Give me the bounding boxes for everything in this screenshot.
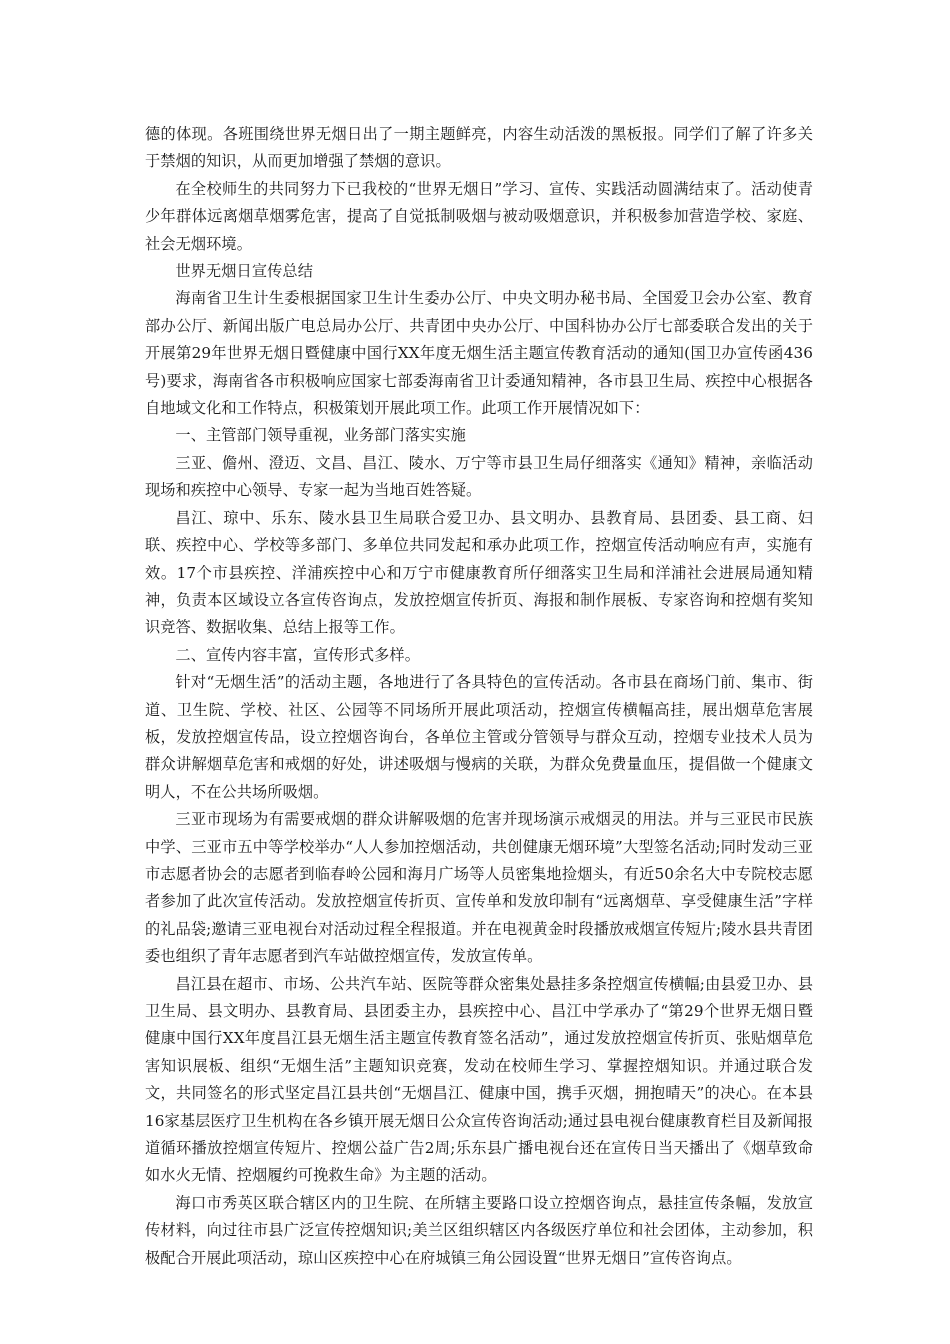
paragraph: 三亚市现场为有需要戒烟的群众讲解吸烟的危害并现场演示戒烟灵的用法。并与三亚民市民族中学、三亚市五中等学校举办“人人参加控烟活动，共创健康无烟环境”大型签名活动;同时发动三亚市志愿者协会的志愿者到临春岭公园和海月广场等人员密集地捡烟头，有近50余名大中专院校志愿者参加了此次宣传活动。发放控烟宣传折页、宣传单和发放印制有“远离烟草、享受健康生活”字样的礼品袋;邀请三亚电视台对活动过程全程报道。并在电视黄金时段播放戒烟宣传短片;陵水县共青团委也组织了青年志愿者到汽车站做控烟宣传，发放宣传单。 [145, 810, 813, 966]
section-heading: 二、宣传内容丰富，宣传形式多样。 [175, 645, 420, 664]
section-heading: 一、主管部门领导重视，业务部门落实实施 [175, 426, 466, 445]
paragraph: 针对“无烟生活”的活动主题，各地进行了各具特色的宣传活动。各市县在商场门前、集市、街道、卫生院、学校、社区、公园等不同场所开展此项活动，控烟宣传横幅高挂，展出烟草危害展板，发放控烟宣传品，设立控烟咨询台，各单位主管或分管领导与群众互动，控烟专业技术人员为群众讲解烟草危害和戒烟的好处，讲述吸烟与慢病的关联，为群众免费量血压，提倡做一个健康文明人，不在公共场所吸烟。 [145, 673, 813, 801]
document-page [145, 121, 813, 1272]
section-title: 世界无烟日宣传总结 [175, 262, 313, 281]
paragraph: 海口市秀英区联合辖区内的卫生院、在所辖主要路口设立控烟咨询点，悬挂宣传条幅，发放宣传材料，向过往市县广泛宣传控烟知识;美兰区组织辖区内各级医疗单位和社会团体，主动参加，积极配合开展此项活动，琼山区疾控中心在府城镇三角公园设置“世界无烟日”宣传咨询点。 [145, 1193, 813, 1267]
paragraph: 昌江县在超市、市场、公共汽车站、医院等群众密集处悬挂多条控烟宣传横幅;由县爱卫办、县卫生局、县文明办、县教育局、县团委主办，县疾控中心、昌江中学承办了“第29个世界无烟日暨健康中国行XX年度昌江县无烟生活主题宣传教育签名活动”，通过发放控烟宣传折页、张贴烟草危害知识展板、组织“无烟生活”主题知识竞赛，发动在校师生学习、掌握控烟知识。并通过联合发文，共同签名的形式坚定昌江县共创“无烟昌江、健康中国，携手灭烟，拥抱晴天”的决心。在本县16家基层医疗卫生机构在各乡镇开展无烟日公众宣传咨询活动;通过县电视台健康教育栏目及新闻报道循环播放控烟宣传短片、控烟公益广告2周;乐东县广播电视台还在宣传日当天播出了《烟草致命如水火无情、控烟履约可挽救生命》为主题的活动。 [145, 974, 813, 1185]
paragraph: 三亚、儋州、澄迈、文昌、昌江、陵水、万宁等市县卫生局仔细落实《通知》精神，亲临活动现场和疾控中心领导、专家一起为当地百姓答疑。 [145, 453, 813, 500]
paragraph: 昌江、琼中、乐东、陵水县卫生局联合爱卫办、县文明办、县教育局、县团委、县工商、妇联、疾控中心、学校等多部门、多单位共同发起和承办此项工作，控烟宣传活动响应有声，实施有效。17个市县疾控、洋浦疾控中心和万宁市健康教育所仔细落实卫生局和洋浦社会进展局通知精神，负责本区域设立各宣传咨询点，发放控烟宣传折页、海报和制作展板、专家咨询和控烟有奖知识竞答、数据收集、总结上报等工作。 [145, 508, 813, 637]
paragraph: 在全校师生的共同努力下已我校的“世界无烟日”学习、宣传、实践活动圆满结束了。活动使青少年群体远离烟草烟雾危害，提高了自觉抵制吸烟与被动吸烟意识，并积极参加营造学校、家庭、社会无烟环境。 [145, 179, 813, 253]
paragraph: 海南省卫生计生委根据国家卫生计生委办公厅、中央文明办秘书局、全国爱卫会办公室、教育部办公厅、新闻出版广电总局办公厅、共青团中央办公厅、中国科协办公厅七部委联合发出的关于开展第29年世界无烟日暨健康中国行XX年度无烟生活主题宣传教育活动的通知(国卫办宣传函436号)要求，海南省各市积极响应国家七部委海南省卫计委通知精神，各市县卫生局、疾控中心根据各自地域文化和工作特点，积极策划开展此项工作。此项工作开展情况如下： [145, 289, 813, 418]
paragraph: 德的体现。各班围绕世界无烟日出了一期主题鲜亮，内容生动活泼的黑板报。同学们了解了许多关于禁烟的知识，从而更加增强了禁烟的意识。 [145, 125, 813, 171]
